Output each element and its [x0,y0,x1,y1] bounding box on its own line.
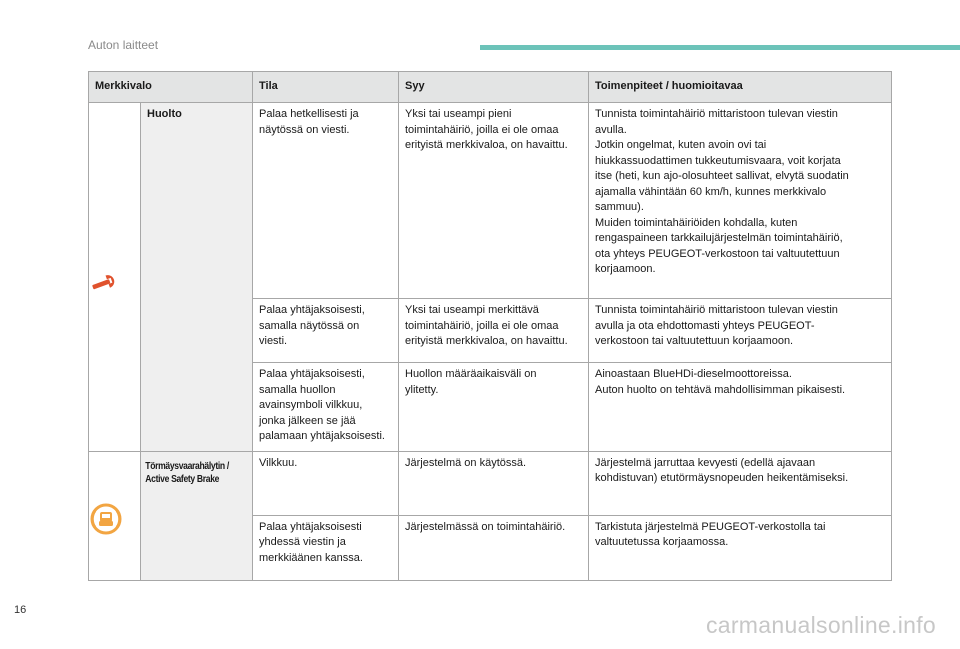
tila-cell [253,103,399,299]
light-name-line: Törmäysvaarahälytin / [145,460,229,472]
light-name-cell [141,451,253,580]
syy-line: toimintahäiriö, joilla ei ole omaa [405,123,559,136]
syy-line: Yksi tai useampi merkittävä [405,304,539,316]
icon-cell [89,103,141,452]
syy-cell [399,451,589,515]
syy-cell [399,103,589,299]
syy-line: erityistä merkkivaloa, on havaittu. [405,139,568,151]
toimenpiteet-line: valtuutetussa korjaamossa. [595,536,729,548]
syy-cell [399,363,589,452]
light-name-active-safety-brake [141,452,253,486]
toimenpiteet-cell [589,515,892,580]
tila-line: yhdessä viestin ja [259,536,346,548]
toimenpiteet-line: Tarkistuta järjestelmä PEUGEOT-verkostolla tai [595,520,826,533]
tila-line: Palaa hetkellisesti ja [259,108,359,120]
syy-line: Järjestelmä on käytössä. [405,456,527,469]
toimenpiteet-cell [589,103,892,299]
section-title: Auton laitteet [88,38,159,52]
toimenpiteet-line: Auton huolto on tehtävä mahdollisimman pikaisesti. [595,383,846,396]
tila-cell [253,451,399,515]
toimenpiteet-line: hiukkassuodattimen tukkeutumisvaara, voit korjata [595,154,841,167]
column-header-toimenpiteet: Toimenpiteet / huomioitavaa [589,72,892,103]
syy-line: toimintahäiriö, joilla ei ole omaa [405,319,559,332]
table-header-row [89,72,892,103]
tila-line: samalla näytössä on [259,319,360,332]
tila-line: avainsymboli vilkkuu, [259,399,363,411]
tila-line: Palaa yhtäjaksoisesti, [259,304,365,316]
toimenpiteet-line: Järjestelmä jarruttaa kevyesti (edellä ajavaan [595,456,816,469]
toimenpiteet-line: itse (heti, kun ajo-olosuhteet sallivat, elvytä suodatin [595,170,849,182]
column-header-tila: Tila [253,72,399,103]
tila-line: viesti. [259,335,288,347]
light-name-cell [141,103,253,452]
syy-cell [399,299,589,363]
toimenpiteet-line: ajamalla vähintään 60 km/h, kunnes merkkivalo [595,185,827,198]
wrench-icon [89,268,119,298]
warning-lights-table [88,71,892,581]
light-name-line: Active Safety Brake [145,473,220,485]
icon-cell [89,451,141,580]
light-name-huolto: Huolto [147,108,182,120]
column-header-syy: Syy [399,72,589,103]
tila-line: Vilkkuu. [259,456,298,469]
toimenpiteet-line: ota yhteys PEUGEOT-verkostoon tai valtuutettuun [595,247,840,260]
watermark: carmanualsonline.info [705,612,936,638]
syy-line: Järjestelmässä on toimintahäiriö. [405,520,566,533]
tila-line: jonka jälkeen se jää [259,414,356,427]
toimenpiteet-line: avulla ja ota ehdottomasti yhteys PEUGEOT- [595,319,815,332]
toimenpiteet-line: Tunnista toimintahäiriö mittaristoon tulevan viestin [595,108,838,120]
active-safety-brake-icon [89,502,123,536]
syy-line: Yksi tai useampi pieni [405,108,512,120]
tila-line: näytössä on viesti. [259,123,350,136]
toimenpiteet-line: Jotkin ongelmat, kuten avoin ovi tai [595,139,767,151]
toimenpiteet-cell [589,299,892,363]
table-row [89,451,892,515]
syy-line: erityistä merkkivaloa, on havaittu. [405,335,568,347]
page-number: 16 [14,604,27,616]
toimenpiteet-line: kohdistuvan) etutörmäysnopeuden heikentämiseksi. [595,472,849,484]
header-accent-bar [480,45,960,50]
tila-cell [253,299,399,363]
toimenpiteet-line: sammuu). [595,201,644,213]
toimenpiteet-line: avulla. [595,123,627,136]
syy-line: ylitetty. [405,383,439,396]
toimenpiteet-line: Ainoastaan BlueHDi-dieselmoottoreissa. [595,368,792,380]
syy-cell [399,515,589,580]
tila-cell [253,515,399,580]
toimenpiteet-cell [589,451,892,515]
toimenpiteet-line: korjaamoon. [595,263,656,275]
column-header-merkkivalo: Merkkivalo [89,72,253,103]
table-row [89,103,892,299]
toimenpiteet-line: Muiden toimintahäiriöiden kohdalla, kuten [595,216,798,229]
toimenpiteet-line: rengaspaineen tarkkailujärjestelmän toimintahäiriö, [595,232,843,244]
tila-cell [253,363,399,452]
syy-line: Huollon määräaikaisväli on [405,368,537,380]
toimenpiteet-line: Tunnista toimintahäiriö mittaristoon tulevan viestin [595,304,838,316]
tila-line: samalla huollon [259,383,336,396]
toimenpiteet-line: verkostoon tai valtuutettuun korjaamoon. [595,335,794,347]
toimenpiteet-cell [589,363,892,452]
tila-line: palamaan yhtäjaksoisesti. [259,430,385,442]
tila-line: merkkiäänen kanssa. [259,551,363,564]
tila-line: Palaa yhtäjaksoisesti, [259,368,365,380]
tila-line: Palaa yhtäjaksoisesti [259,520,362,533]
